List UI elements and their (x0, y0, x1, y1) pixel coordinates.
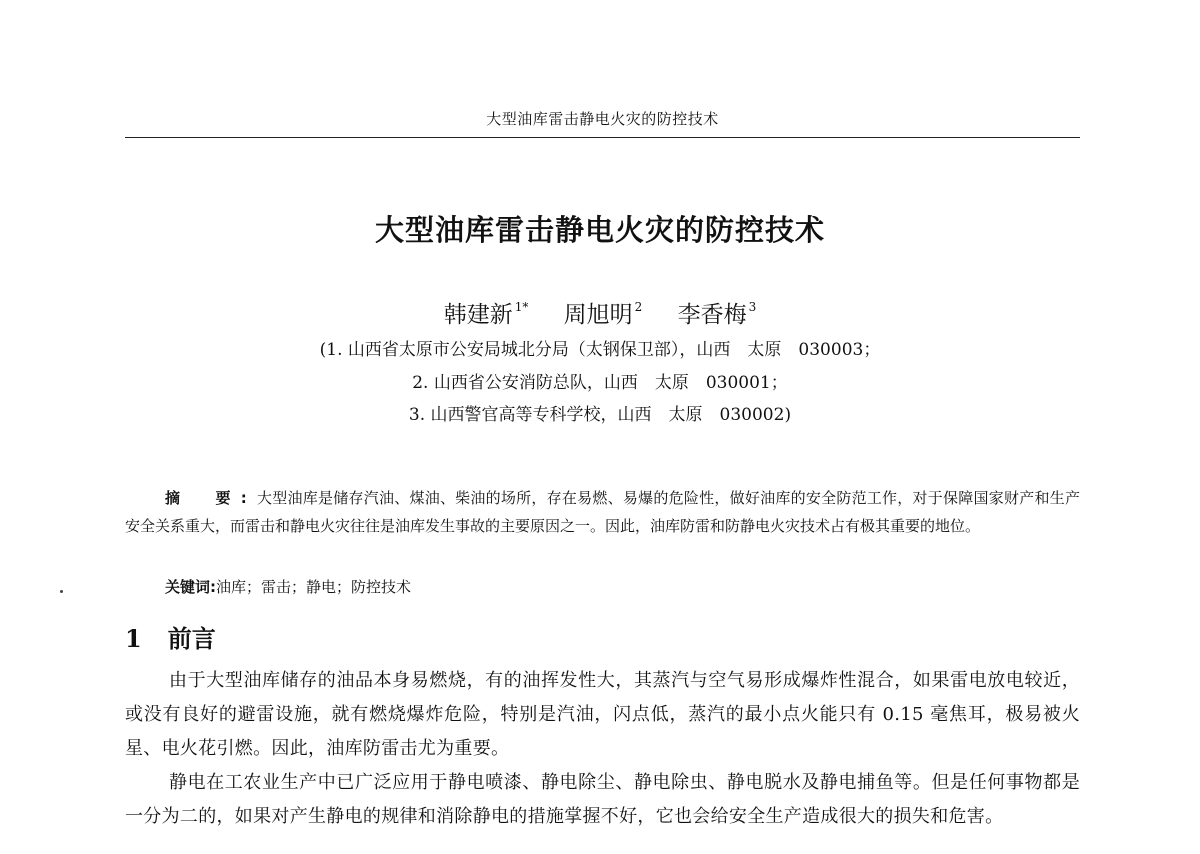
keywords-label: 关键词: (165, 578, 216, 596)
paper-title: 大型油库雷击静电火灾的防控技术 (374, 213, 825, 247)
author-2 (564, 302, 643, 328)
author-name: 李香梅 (677, 302, 747, 328)
affiliation-3: 3. 山西警官高等专科学校，山西 太原 030002) (408, 405, 792, 425)
abstract-label: 摘 要: (165, 489, 257, 507)
section-title: 前言 (167, 625, 216, 653)
abstract (125, 484, 1080, 540)
author-mark: 2 (634, 300, 643, 314)
body-paragraph-1: 由于大型油库储存的油品本身易燃烧，有的油挥发性大，其蒸汽与空气易形成爆炸性混合，如果雷电放电较近，或没有良好的避雷设施，就有燃烧爆炸危险，特别是汽油，闪点低，蒸汽的最小点火能只有 0.15 毫焦耳，极易被火星、电火花引燃。因此，油库防雷击尤为重要。 (125, 670, 1080, 759)
affiliation-2: 2. 山西省公安消防总队，山西 太原 030001； (412, 373, 788, 393)
keywords-text: 油库；雷击；静电；防控技术 (216, 578, 412, 596)
scan-speck (60, 590, 63, 593)
keywords (165, 577, 411, 597)
body-paragraph-2: 静电在工农业生产中已广泛应用于静电喷漆、静电除尘、静电除虫、静电脱水及静电捕鱼等。但是任何事物都是一分为二的，如果对产生静电的规律和消除静电的措施掌握不好，它也会给安全生产造成很大的损失和危害。 (125, 772, 1080, 827)
author-name: 周旭明 (563, 302, 633, 328)
author-1 (444, 302, 529, 328)
header-rule (125, 137, 1080, 138)
running-head: 大型油库雷击静电火灾的防控技术 (486, 110, 719, 128)
affiliation-1: (1. 山西省太原市公安局城北分局（太钢保卫部），山西 太原 030003； (319, 340, 881, 360)
author-3 (678, 302, 757, 328)
author-mark: 3 (748, 300, 757, 314)
author-mark: 1* (514, 300, 529, 314)
author-name: 韩建新 (443, 302, 513, 328)
section-heading (125, 619, 216, 654)
abstract-text: 大型油库是储存汽油、煤油、柴油的场所，存在易燃、易爆的危险性，做好油库的安全防范工作，对于保障国家财产和生产安全关系重大，而雷击和静电火灾往往是油库发生事故的主要原因之一。因此，油库防雷和防静电火灾技术占有极其重要的地位。 (125, 489, 1081, 535)
section-number: 1 (125, 624, 142, 653)
author-list (0, 296, 1200, 329)
